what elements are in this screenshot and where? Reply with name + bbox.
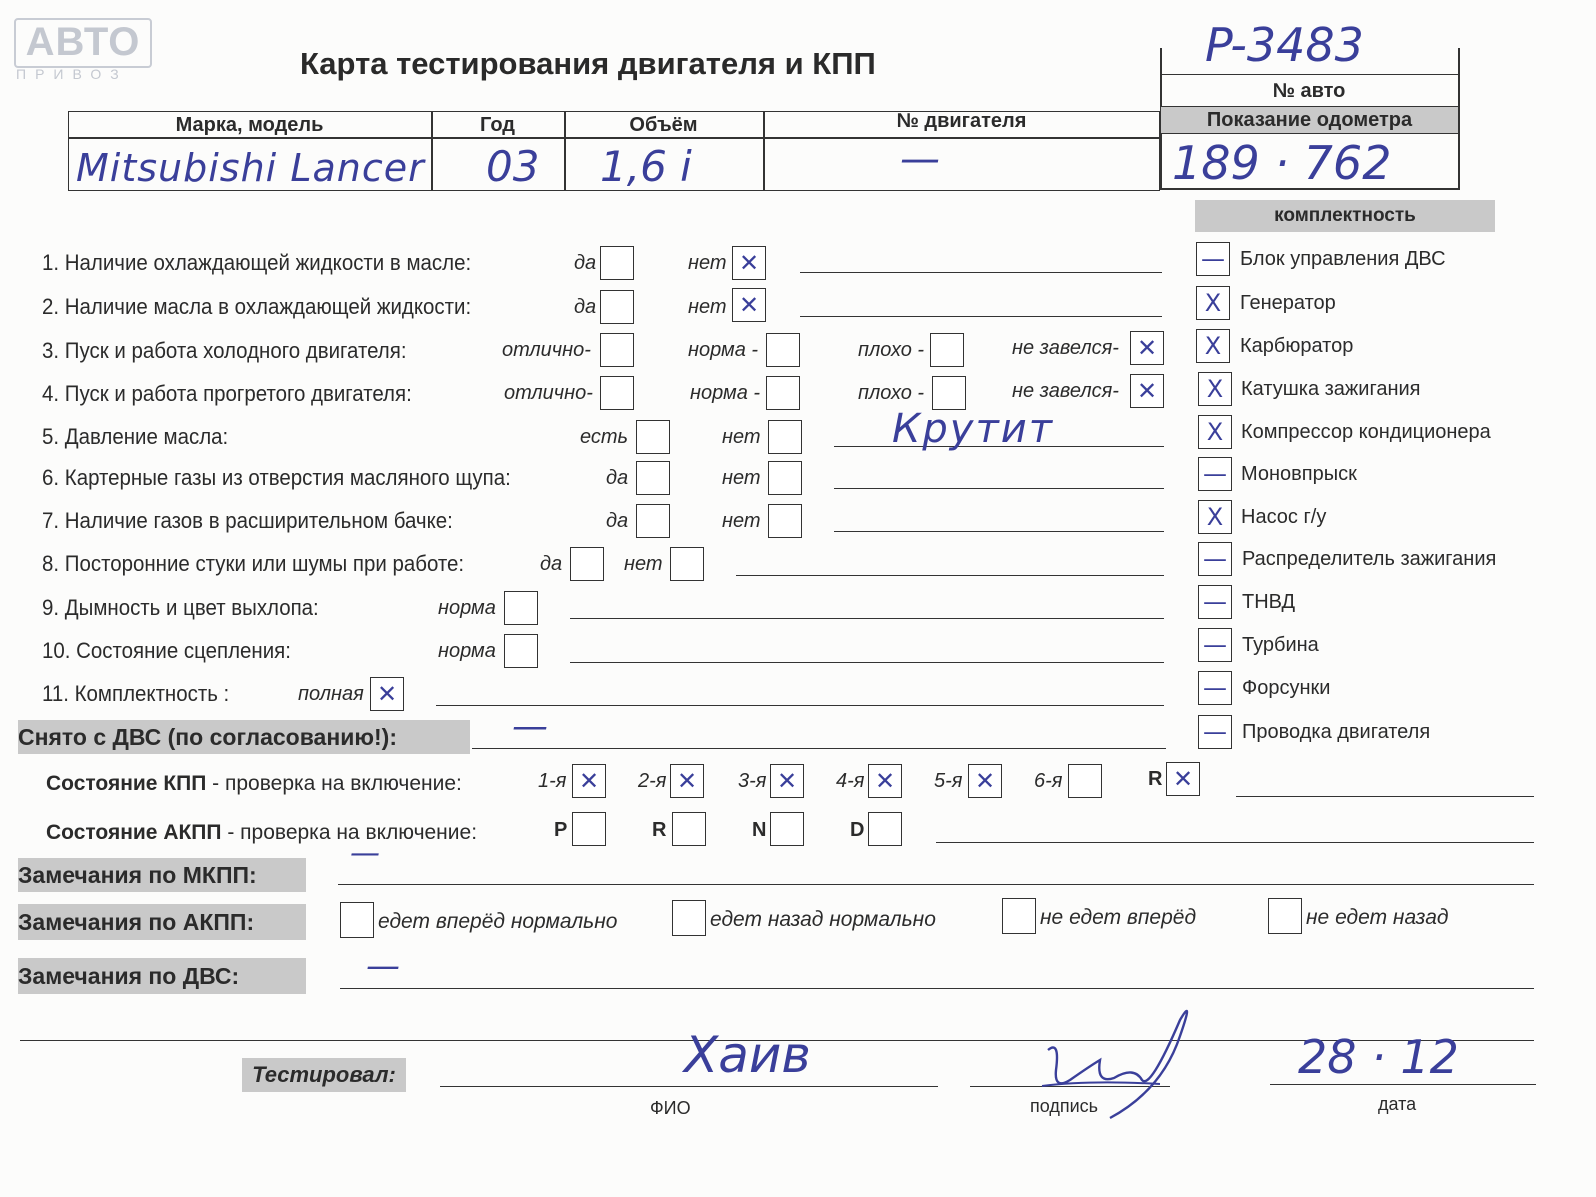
gear-r-checkbox[interactable]: ✕ [1166,762,1200,796]
q1-net-checkbox[interactable]: ✕ [732,246,766,280]
fio-line [440,1086,938,1087]
model-header: Марка, модель [175,114,324,136]
remarks-mkpp-line [338,884,1534,885]
akpp-no-forward-checkbox[interactable] [1002,898,1036,934]
akpp-d-checkbox[interactable] [868,812,902,846]
q10-label: 10. Состояние сцепления: [42,638,291,663]
year-value: 03 [486,142,540,191]
page-title: Карта тестирования двигателя и КПП [300,46,876,81]
q4-ne-zavelsya: не завелся- [1012,380,1119,402]
q9-norma-checkbox[interactable] [504,591,538,625]
akpp-r-checkbox[interactable] [672,812,706,846]
q3-norma: норма - [688,339,759,361]
q4-label: 4. Пуск и работа прогретого двигателя: [42,381,412,406]
q4-norma-checkbox[interactable] [766,376,800,410]
q11-polnaya: полная [298,683,364,705]
akpp-line [936,842,1534,843]
q7-da: да [606,510,629,532]
q10-norma: норма [438,640,496,662]
gear-3-label: 3-я [738,770,767,792]
akpp-forward-ok: едет вперёд нормально [378,910,618,933]
signature-caption: подпись [1030,1096,1099,1116]
gear-5-label: 5-я [934,770,963,792]
gear-1-label: 1-я [538,770,567,792]
q6-da-checkbox[interactable] [636,461,670,495]
q6-line [834,488,1164,489]
reference-number: P-3483 [1205,18,1364,72]
kit-item-turbine: Турбина [1242,634,1319,656]
q4-otlichno-checkbox[interactable] [600,376,634,410]
q3-label: 3. Пуск и работа холодного двигателя: [42,338,407,363]
q6-net-checkbox[interactable] [768,461,802,495]
remarks-dvs-line [340,988,1534,989]
q10-norma-checkbox[interactable] [504,634,538,668]
fio-caption: ФИО [650,1098,691,1118]
engine-no-value: — [900,136,940,182]
q8-da-checkbox[interactable] [570,547,604,581]
car-no-label: № авто [1272,80,1346,102]
akpp-forward-ok-checkbox[interactable] [340,902,374,938]
q8-net: нет [624,553,663,575]
q3-otlichno: отлично- [502,339,591,361]
akpp-r-label: R [652,819,667,841]
kit-checkbox-carburetor[interactable]: X [1196,329,1230,363]
car-no-line [1160,74,1458,75]
kit-item-power-steering-pump: Насос г/у [1241,506,1327,528]
q1-da-checkbox[interactable] [600,246,634,280]
remarks-dvs-label: Замечания по ДВС: [18,958,306,994]
q3-ploho-checkbox[interactable] [930,333,964,367]
q11-polnaya-checkbox[interactable]: ✕ [370,677,404,711]
brand-logo: АВТО [14,18,152,68]
q3-norma-checkbox[interactable] [766,333,800,367]
q4-ploho: плохо - [858,382,925,404]
kit-checkbox-power-steering-pump[interactable]: X [1198,500,1232,534]
q4-ploho-checkbox[interactable] [932,376,966,410]
q4-otlichno: отлично- [504,382,593,404]
q5-label: 5. Давление масла: [42,424,229,449]
q3-ne-zavelsya: не завелся- [1012,337,1119,359]
kit-item-carburetor: Карбюратор [1240,335,1354,357]
kit-checkbox-injectors[interactable]: — [1198,671,1232,705]
q9-line [570,618,1164,619]
kit-item-engine-wiring: Проводка двигателя [1242,721,1431,743]
kit-checkbox-engine-wiring[interactable]: — [1198,715,1232,749]
tester-name: Хаив [684,1026,811,1084]
gear-4-checkbox[interactable]: ✕ [868,764,902,798]
gear-6-label: 6-я [1034,770,1063,792]
kit-item-distributor: Распределитель зажигания [1242,548,1497,570]
kit-item-injectors: Форсунки [1242,677,1331,699]
tested-label: Тестировал: [242,1058,406,1092]
gear-4-label: 4-я [836,770,865,792]
kpp-label: Состояние КПП - проверка на включение: [46,772,462,795]
year-header: Год [480,114,515,136]
q1-line [800,272,1162,273]
kit-title: комплектность [1195,200,1495,232]
akpp-backward-ok-checkbox[interactable] [672,900,706,936]
q7-da-checkbox[interactable] [636,504,670,538]
akpp-label: Состояние АКПП - проверка на включение: [46,821,478,844]
odometer-label: Показание одометра [1161,106,1458,134]
model-value: Mitsubishi Lancer [76,146,425,190]
q7-net: нет [722,510,761,532]
q5-est-checkbox[interactable] [636,420,670,454]
kit-item-generator: Генератор [1240,292,1336,314]
akpp-no-forward: не едет вперёд [1040,906,1197,929]
akpp-no-backward-checkbox[interactable] [1268,898,1302,934]
date-caption: дата [1378,1094,1417,1114]
kit-checkbox-generator[interactable]: X [1196,286,1230,320]
q5-est: есть [580,426,629,448]
kit-checkbox-mono-injection[interactable]: — [1198,457,1232,491]
kit-checkbox-ac-compressor[interactable]: X [1198,415,1232,449]
gear-3-checkbox[interactable]: ✕ [770,764,804,798]
dvs-note: — [366,946,400,986]
odometer-value: 189 · 762 [1172,136,1392,190]
q4-ne-zavelsya-checkbox[interactable]: ✕ [1130,374,1164,408]
q7-label: 7. Наличие газов в расширительном бачке: [42,508,453,533]
odo-right-border [1458,48,1460,188]
brand-logo-sub: ПРИВОЗ [16,66,128,82]
kit-checkbox-injection-pump[interactable]: — [1198,585,1232,619]
akpp-note: — [350,836,380,871]
volume-value: 1,6 i [600,142,692,191]
q2-label: 2. Наличие масла в охлаждающей жидкости: [42,294,472,319]
remarks-akpp-label: Замечания по АКПП: [18,904,306,940]
kit-checkbox-ecu[interactable]: — [1196,242,1230,276]
removed-line [472,748,1166,749]
gear-2-label: 2-я [638,770,667,792]
q9-norma: норма [438,597,496,619]
q8-line [736,575,1164,576]
q10-line [570,662,1164,663]
akpp-p-label: P [554,819,568,841]
akpp-d-label: D [850,819,865,841]
q4-norma: норма - [690,382,761,404]
q6-da: да [606,467,629,489]
q1-label: 1. Наличие охлаждающей жидкости в масле: [42,250,472,275]
q2-line [800,316,1162,317]
header-divider [68,137,1160,139]
date-line [1270,1084,1536,1085]
kit-item-injection-pump: ТНВД [1242,591,1296,613]
akpp-no-backward: не едет назад [1306,906,1449,929]
q2-net: нет [688,296,727,318]
kit-item-ecu: Блок управления ДВС [1240,248,1446,270]
akpp-n-checkbox[interactable] [770,812,804,846]
q3-otlichno-checkbox[interactable] [600,333,634,367]
gear-2-checkbox[interactable]: ✕ [670,764,704,798]
q9-label: 9. Дымность и цвет выхлопа: [42,595,319,620]
oil-pressure-note: Крутит [892,406,1055,452]
akpp-n-label: N [752,819,767,841]
q1-net: нет [688,252,727,274]
engine-no-header: № двигателя [896,110,1027,132]
kpp-line [1236,796,1534,797]
q6-label: 6. Картерные газы из отверстия масляного щупа: [42,465,511,490]
akpp-p-checkbox[interactable] [572,812,606,846]
q7-net-checkbox[interactable] [768,504,802,538]
gear-r-label: R [1148,768,1163,790]
remarks-mkpp-label: Замечания по МКПП: [18,858,306,892]
removed-label: Снято с ДВС (по согласованию!): [18,720,470,754]
kit-checkbox-turbine[interactable]: — [1198,628,1232,662]
q7-line [834,531,1164,532]
kit-checkbox-ignition-coil[interactable]: X [1198,372,1232,406]
kit-item-mono-injection: Моновпрыск [1241,463,1357,485]
q2-da-checkbox[interactable] [600,290,634,324]
q2-net-checkbox[interactable]: ✕ [732,288,766,322]
gear-6-checkbox[interactable] [1068,764,1102,798]
q6-net: нет [722,467,761,489]
kit-item-ignition-coil: Катушка зажигания [1241,378,1421,400]
q8-label: 8. Посторонние стуки или шумы при работе: [42,551,465,576]
q11-label: 11. Комплектность : [42,681,230,706]
kit-checkbox-distributor[interactable]: — [1198,542,1232,576]
date-value: 28 · 12 [1298,1030,1459,1084]
volume-header: Объём [629,114,698,136]
q5-net: нет [722,426,761,448]
akpp-backward-ok: едет назад нормально [710,908,936,931]
q3-ploho: плохо - [858,339,925,361]
q3-ne-zavelsya-checkbox[interactable]: ✕ [1130,331,1164,365]
gear-1-checkbox[interactable]: ✕ [572,764,606,798]
gear-5-checkbox[interactable]: ✕ [968,764,1002,798]
q5-net-checkbox[interactable] [768,420,802,454]
q8-da: да [540,553,563,575]
kit-item-ac-compressor: Компрессор кондиционера [1241,421,1491,443]
q8-net-checkbox[interactable] [670,547,704,581]
removed-value: — [512,706,548,747]
q1-da: да [574,252,597,274]
q2-da: да [574,296,597,318]
